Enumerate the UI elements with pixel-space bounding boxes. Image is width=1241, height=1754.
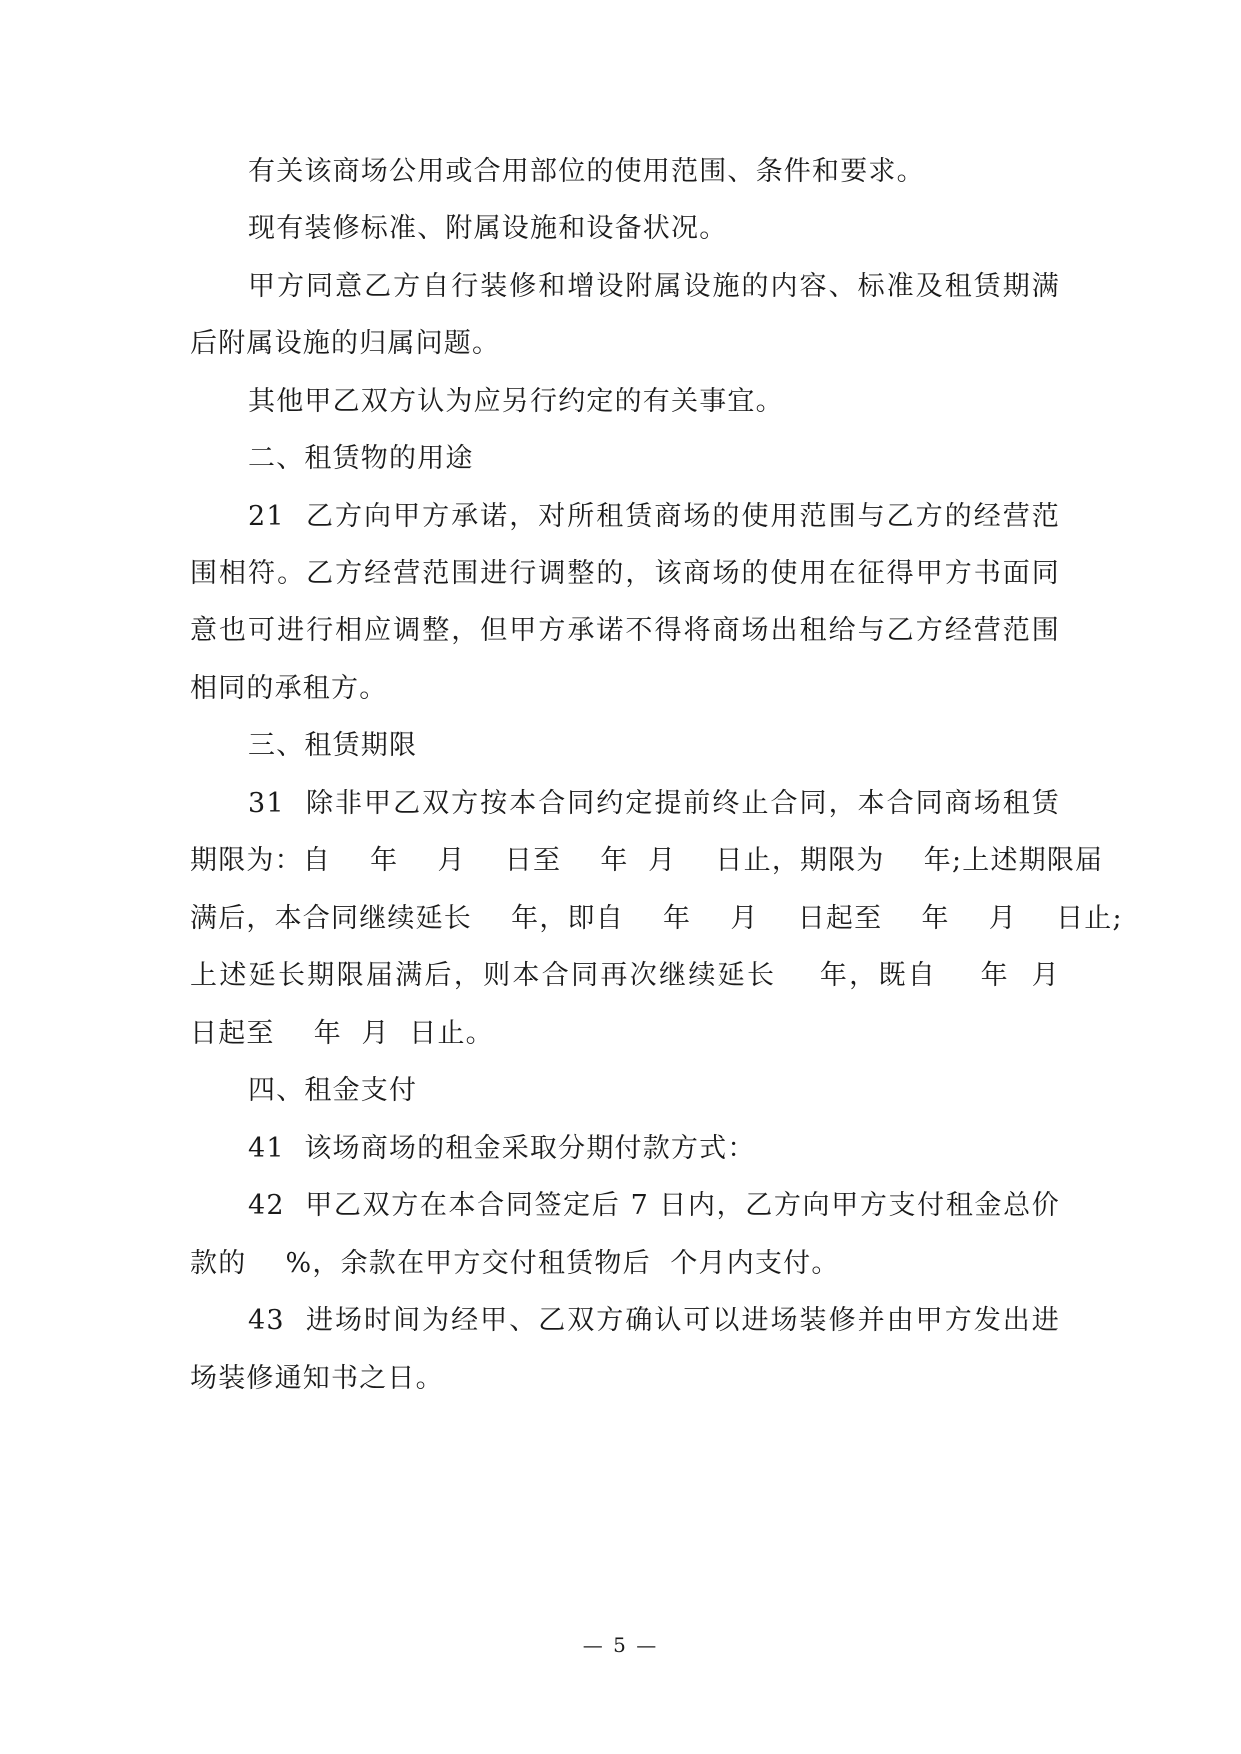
page-number: — 5 —: [582, 1633, 659, 1657]
text-line-1: 有关该商场公用或合用部位的使用范围、条件和要求。: [248, 156, 925, 187]
section-heading-rent: 四、租金支付: [248, 1075, 418, 1106]
section-heading-term: 三、租赁期限: [248, 730, 418, 761]
text-line-10: 相同的承租方。: [190, 673, 388, 704]
text-line-12: 31 除非甲乙双方按本合同约定提前终止合同，本合同商场租赁: [248, 788, 1060, 819]
text-line-22: 场装修通知书之日。: [190, 1363, 444, 1394]
text-line-3: 甲方同意乙方自行装修和增设附属设施的内容、标准及租赁期满: [248, 271, 1060, 302]
text-line-19: 42 甲乙双方在本合同签定后 7 日内，乙方向甲方支付租金总价: [248, 1190, 1060, 1221]
text-line-18: 41 该场商场的租金采取分期付款方式：: [248, 1133, 756, 1164]
text-line-16: 日起至 年 月 日止。: [190, 1018, 494, 1049]
text-line-15: 上述延长期限届满后，则本合同再次继续延长 年，既自 年 月: [190, 960, 1060, 991]
text-line-14: 满后，本合同继续延长 年，即自 年 月 日起至 年 月 日止;: [190, 903, 1123, 934]
text-line-4: 后附属设施的归属问题。: [190, 328, 501, 359]
text-line-2: 现有装修标准、附属设施和设备状况。: [248, 213, 728, 244]
text-line-21: 43 进场时间为经甲、乙双方确认可以进场装修并由甲方发出进: [248, 1305, 1060, 1336]
text-line-8: 围相符。乙方经营范围进行调整的，该商场的使用在征得甲方书面同: [190, 558, 1060, 589]
text-line-13: 期限为：自 年 月 日至 年 月 日止，期限为 年;上述期限届: [190, 845, 1104, 876]
text-line-7: 21 乙方向甲方承诺，对所租赁商场的使用范围与乙方的经营范: [248, 501, 1060, 532]
text-line-9: 意也可进行相应调整，但甲方承诺不得将商场出租给与乙方经营范围: [190, 615, 1060, 646]
text-line-20: 款的 %，余款在甲方交付租赁物后 个月内支付。: [190, 1248, 840, 1279]
text-line-5: 其他甲乙双方认为应另行约定的有关事宜。: [248, 386, 784, 417]
section-heading-usage: 二、租赁物的用途: [248, 443, 474, 474]
